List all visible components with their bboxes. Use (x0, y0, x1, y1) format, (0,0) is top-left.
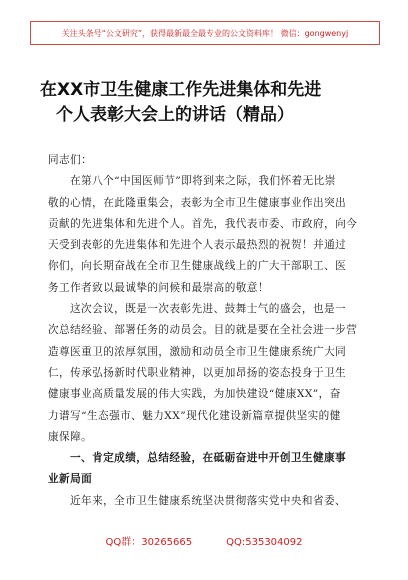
document-title (40, 78, 370, 128)
paragraph-line: 在第八个“中国医师节”即将到来之际，我们怀着无比崇 (70, 175, 336, 188)
paragraph-line: 这次会议，既是一次表彰先进、鼓舞士气的盛会，也是一 (70, 303, 347, 316)
paragraph-line: 近年来，全市卫生健康系统坚决贯彻落实党中央和省委、 (70, 494, 347, 507)
paragraph-line: 仁，传承弘扬新时代职业精神，以更加昂扬的姿态投身于卫生 (48, 366, 347, 379)
paragraph-line: 造尊医重卫的浓厚氛围，激励和动员全市卫生健康系统广大同 (48, 345, 347, 358)
footer-contact (0, 533, 408, 548)
title-line-2: 个人表彰大会上的讲话（精品） (56, 105, 294, 125)
salutation: 同志们： (48, 154, 93, 166)
paragraph-line: 敬的心情，在此隆重集会，表彰为全市卫生健康事业作出突出 (48, 196, 347, 209)
paragraph-line: 次总结经验、部署任务的动员会。目的就是要在全社会进一步营 (48, 324, 358, 337)
paragraph-line: 康保障。 (48, 430, 93, 443)
footer-qq-group: QQ群：30265665 (105, 537, 193, 548)
title-line-1: 在XX市卫生健康工作先进集体和先进 (40, 80, 322, 100)
paragraph-line: 你们，向长期奋战在全市卫生健康战线上的广大干部职工、医 (48, 260, 347, 273)
paragraph-line: 健康事业高质量发展的伟大实践，为加快建设“健康XX”，奋 (48, 388, 341, 401)
section-heading-line: 一、肯定成绩，总结经验，在砥砺奋进中开创卫生健康事 (70, 452, 347, 465)
footer-qq-number: QQ:535304092 (226, 537, 303, 548)
paragraph-line: 务工作者致以最诚挚的问候和最崇高的敬意！ (48, 281, 269, 294)
paragraph-line: 天受到表彰的先进集体和先进个人表示最热烈的祝贺！并通过 (48, 239, 347, 252)
paragraph-line: 贡献的先进集体和先进个人。首先，我代表市委、市政府，向今 (48, 217, 358, 230)
body-text (48, 171, 368, 512)
section-heading-line: 业新局面 (48, 473, 93, 486)
document-body (48, 150, 368, 512)
paragraph-line: 力谱写“生态强市、魅力XX”现代化建设新篇章提供坚实的健 (48, 409, 341, 422)
header-banner: 关注头条号“公文研究”，获得最新最全最专业的公文资料库！ 微信：gongwenyj (30, 21, 380, 45)
